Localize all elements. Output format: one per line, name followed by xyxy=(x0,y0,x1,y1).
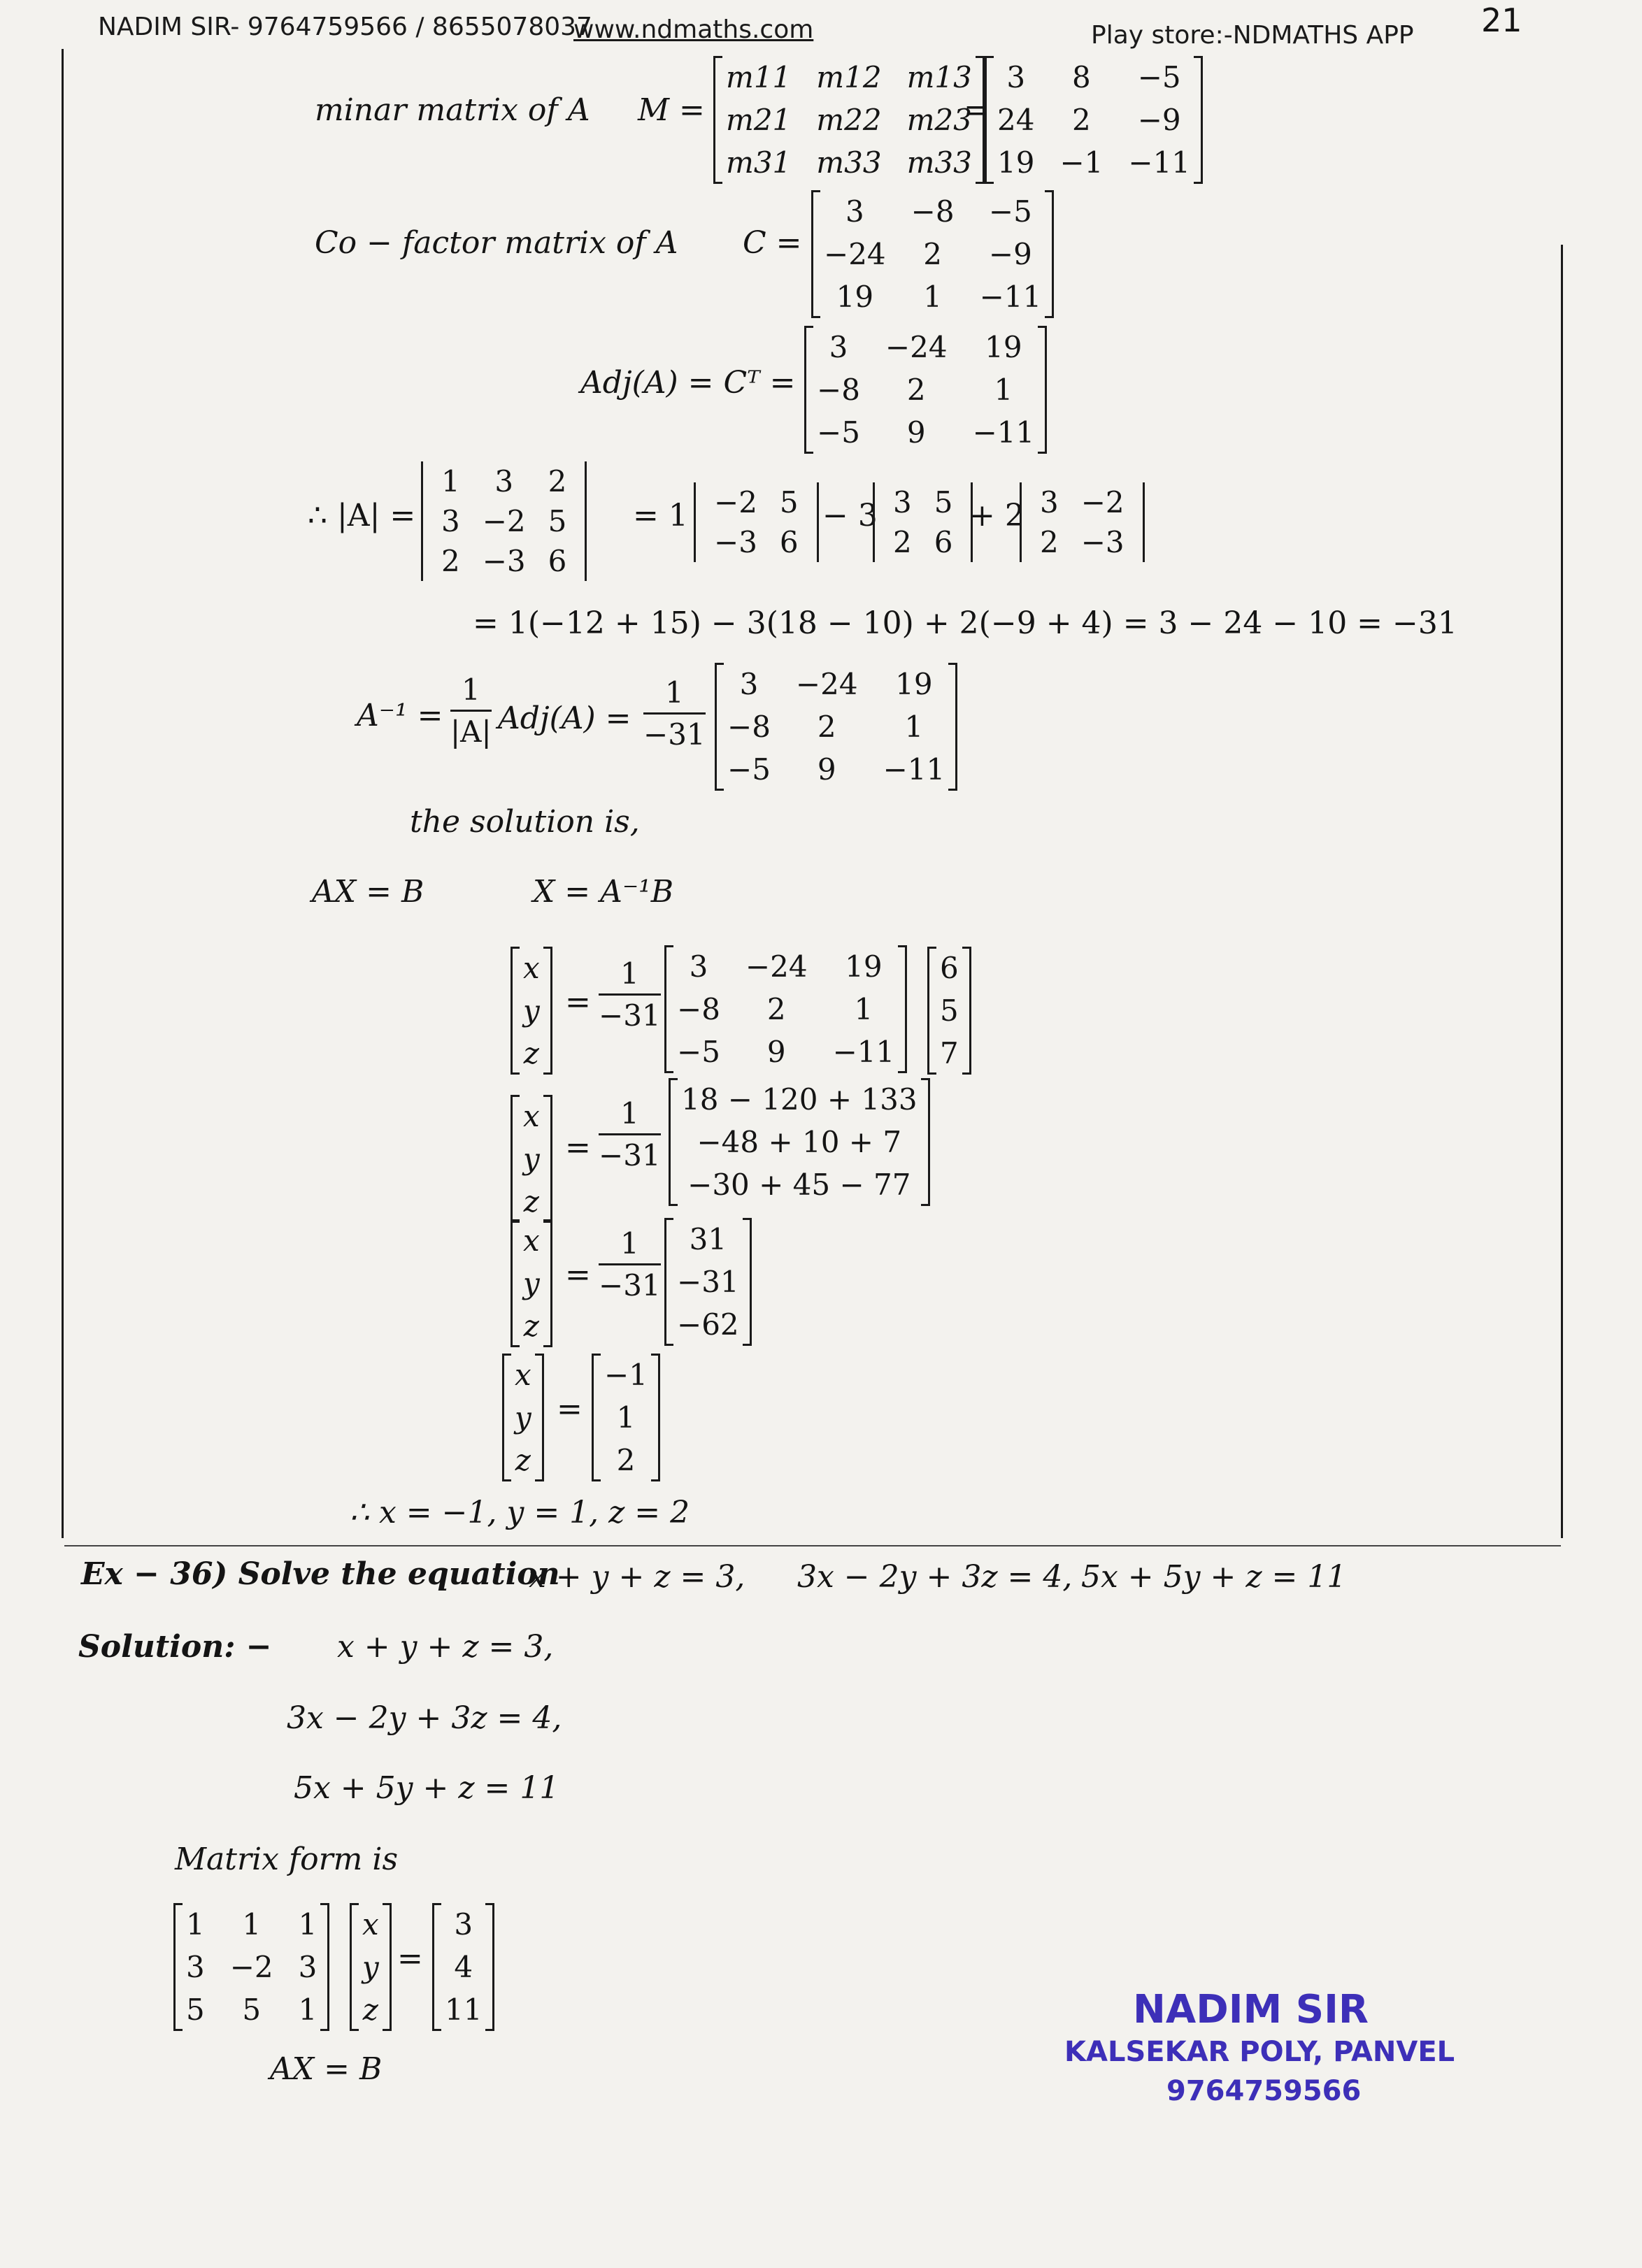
left-bracket xyxy=(664,945,673,1073)
matrix-cell: 1 xyxy=(298,1907,317,1942)
step3-frac: $\frac{1}{-31}$ xyxy=(599,1226,661,1302)
header-website: www.ndmaths.com xyxy=(573,15,814,44)
matrix-cell: 1 xyxy=(994,373,1013,407)
step2-frac: $\frac{1}{-31}$ xyxy=(599,1096,661,1172)
matrix-cell: y xyxy=(523,993,540,1028)
matrix-form-eq: = xyxy=(397,1941,423,1976)
matrix-cell: 1 xyxy=(904,710,924,744)
det-matrix xyxy=(421,461,587,581)
right-bracket xyxy=(1045,190,1054,318)
minor-symbol: M = xyxy=(638,92,705,128)
det-cell: −3 xyxy=(714,525,757,559)
header-contact: NADIM SIR- 9764759566 / 8655078037 xyxy=(98,13,592,41)
det-cell: 5 xyxy=(934,485,953,519)
left-frame-line xyxy=(62,49,64,1538)
det-minor-1 xyxy=(694,482,819,562)
ex36-eq2: 3x − 2y + 3z = 4, xyxy=(797,1559,1073,1595)
matrix-cell: m23 xyxy=(906,103,972,137)
right-bracket xyxy=(651,1354,660,1481)
left-bracket xyxy=(664,1218,673,1346)
matrix-cell: −11 xyxy=(832,1035,895,1069)
matrix-cell: m21 xyxy=(726,103,792,137)
right-bracket xyxy=(948,663,957,791)
right-bracket xyxy=(921,1078,930,1206)
inverse-mid: Adj(A) = xyxy=(498,701,631,736)
right-bracket xyxy=(743,1218,752,1346)
right-bracket xyxy=(485,1903,494,2031)
solution-label: Solution: − xyxy=(78,1629,272,1665)
matrix-cell: 3 xyxy=(454,1907,473,1942)
minor-equals: = xyxy=(964,92,990,128)
matrix-cell: −11 xyxy=(979,280,1042,314)
matrix-cell: 3 xyxy=(1006,60,1026,94)
matrix-cell: −9 xyxy=(988,237,1032,271)
matrix-cell: z xyxy=(523,1309,539,1343)
matrix-cell: 2 xyxy=(817,710,836,744)
matrix-cell: −2 xyxy=(229,1950,273,1984)
left-bracket xyxy=(592,1354,601,1481)
matrix-cell: y xyxy=(523,1266,540,1300)
stamp-phone: 9764759566 xyxy=(1166,2075,1362,2107)
matrix-cell: 1 xyxy=(616,1400,636,1435)
matrix-cell: x xyxy=(523,1099,540,1133)
eq-x-ainv-b: X = A⁻¹B xyxy=(533,874,674,910)
matrix-cell: 2 xyxy=(616,1443,636,1477)
det-cell: 5 xyxy=(548,504,567,538)
det-cell: 2 xyxy=(441,544,460,578)
matrix-cell: x xyxy=(362,1907,379,1942)
matrix-cell: 8 xyxy=(1072,60,1091,94)
constants-vector xyxy=(432,1903,494,2031)
det-cell: 2 xyxy=(893,525,912,559)
det-prefix: ∴ |A| = xyxy=(308,498,416,533)
matrix-cell: 9 xyxy=(906,415,926,450)
matrix-cell: 7 xyxy=(940,1036,959,1070)
right-bracket xyxy=(543,1095,552,1223)
cofactor-symbol: C = xyxy=(743,225,802,261)
matrix-form-label: Matrix form is xyxy=(175,1842,399,1877)
left-bracket xyxy=(432,1903,441,2031)
step3-eq: = xyxy=(565,1257,591,1293)
det-result-line: = 1(−12 + 15) − 3(18 − 10) + 2(−9 + 4) = 3 − 24 − 10 = −31 xyxy=(473,605,1457,641)
right-bracket xyxy=(543,1219,552,1347)
matrix-cell: 3 xyxy=(298,1950,317,1984)
final-answer: ∴ x = −1, y = 1, z = 2 xyxy=(350,1495,690,1530)
section-divider xyxy=(64,1545,1561,1546)
det-cell: −2 xyxy=(1080,485,1125,519)
matrix-cell: −11 xyxy=(972,415,1035,450)
matrix-cell: 3 xyxy=(845,194,864,229)
page-number: 21 xyxy=(1481,1,1522,39)
matrix-cell: −5 xyxy=(817,415,860,450)
minor-label: minar matrix of A xyxy=(315,92,590,128)
matrix-cell: y xyxy=(523,1142,540,1176)
matrix-cell: −5 xyxy=(677,1035,720,1069)
left-bracket xyxy=(927,947,936,1075)
det-cell: 6 xyxy=(779,525,799,559)
unknowns-vector xyxy=(350,1903,392,2031)
matrix-cell: −24 xyxy=(795,667,858,701)
right-bracket xyxy=(1194,56,1203,184)
matrix-cell: m31 xyxy=(726,145,792,180)
matrix-cell: −31 xyxy=(677,1265,739,1299)
adjoint-matrix xyxy=(804,326,1047,454)
left-bracket xyxy=(350,1903,359,2031)
det-cell: −3 xyxy=(1080,525,1125,559)
matrix-cell: 2 xyxy=(1072,103,1091,137)
matrix-cell: 3 xyxy=(829,330,848,364)
step2-matrix xyxy=(669,1078,930,1206)
right-bracket xyxy=(898,945,907,1073)
inverse-lhs: A⁻¹ = xyxy=(357,698,443,733)
matrix-cell: −11 xyxy=(883,752,945,787)
matrix-cell: −8 xyxy=(727,710,771,744)
matrix-cell: 1 xyxy=(186,1907,205,1942)
matrix-cell: 1 xyxy=(298,1993,317,2027)
det-cell: −3 xyxy=(482,544,526,578)
matrix-cell: −5 xyxy=(988,194,1032,229)
matrix-cell: m33 xyxy=(906,145,972,180)
matrix-cell: 19 xyxy=(997,145,1035,180)
cofactor-matrix xyxy=(811,190,1054,318)
matrix-cell: −8 xyxy=(817,373,860,407)
matrix-cell: 11 xyxy=(445,1993,483,2027)
solution-line2: 3x − 2y + 3z = 4, xyxy=(287,1700,562,1736)
ex36-eq1: x + y + z = 3, xyxy=(529,1559,745,1595)
matrix-cell: −11 xyxy=(1128,145,1191,180)
matrix-cell: −24 xyxy=(824,237,886,271)
matrix-cell: −5 xyxy=(1137,60,1181,94)
ex36-title: Ex − 36) Solve the equation xyxy=(81,1556,560,1592)
right-bracket xyxy=(320,1903,329,2031)
matrix-cell: m12 xyxy=(816,60,882,94)
ax-b-label: AX = B xyxy=(270,2051,383,2087)
left-bracket xyxy=(511,1219,520,1347)
matrix-cell: −62 xyxy=(677,1307,739,1342)
matrix-cell: −1 xyxy=(1059,145,1104,180)
matrix-cell: 5 xyxy=(186,1993,205,2027)
minor-symbolic-matrix xyxy=(713,56,985,184)
matrix-cell: −48 + 10 + 7 xyxy=(697,1125,902,1159)
left-bracket xyxy=(985,56,994,184)
step3-matrix xyxy=(664,1218,752,1346)
matrix-cell: −8 xyxy=(911,194,955,229)
eq-ax-b: AX = B xyxy=(312,874,424,910)
right-frame-line xyxy=(1561,245,1563,1538)
matrix-cell: 19 xyxy=(895,667,933,701)
det-cell: 2 xyxy=(548,464,567,498)
matrix-cell: 3 xyxy=(186,1950,205,1984)
left-bracket xyxy=(511,1095,520,1223)
solution-intro: the solution is, xyxy=(410,804,640,840)
matrix-cell: m22 xyxy=(816,103,882,137)
matrix-cell: 4 xyxy=(454,1950,473,1984)
left-bracket xyxy=(669,1078,678,1206)
det-cell: 3 xyxy=(1040,485,1059,519)
det-cell: 3 xyxy=(441,504,460,538)
inverse-frac-1: $\frac{1}{|A|}$ xyxy=(450,673,492,749)
header-playstore: Play store:-NDMATHS APP xyxy=(1091,21,1414,50)
adjoint-label: Adj(A) = Cᵀ = xyxy=(580,365,796,401)
det-op2: − 3 xyxy=(822,498,878,533)
left-bracket xyxy=(713,56,722,184)
matrix-cell: 24 xyxy=(997,103,1035,137)
matrix-cell: −9 xyxy=(1137,103,1181,137)
matrix-cell: x xyxy=(523,951,540,985)
det-cell: 6 xyxy=(934,525,953,559)
vars-vector-4 xyxy=(502,1354,544,1481)
matrix-cell: 1 xyxy=(242,1907,262,1942)
matrix-cell: −24 xyxy=(745,949,808,984)
matrix-cell: 2 xyxy=(906,373,926,407)
right-bracket xyxy=(535,1354,544,1481)
det-op3: + 2 xyxy=(969,498,1025,533)
step1-frac: $\frac{1}{-31}$ xyxy=(599,956,661,1033)
right-bracket xyxy=(383,1903,392,2031)
det-cell: −2 xyxy=(482,504,526,538)
right-bracket xyxy=(543,947,552,1075)
det-minor-2 xyxy=(873,482,973,562)
left-bracket xyxy=(173,1903,183,2031)
matrix-cell: 1 xyxy=(854,992,873,1026)
matrix-cell: m13 xyxy=(906,60,972,94)
matrix-cell: 31 xyxy=(689,1222,727,1256)
left-bracket xyxy=(804,326,813,454)
matrix-cell: 19 xyxy=(985,330,1022,364)
stamp-college: KALSEKAR POLY, PANVEL xyxy=(1064,2036,1455,2068)
det-minor-3 xyxy=(1020,482,1145,562)
matrix-cell: z xyxy=(523,1036,539,1070)
det-cell: 5 xyxy=(779,485,799,519)
cofactor-label: Co − factor matrix of A xyxy=(315,225,678,261)
left-bracket xyxy=(511,947,520,1075)
matrix-cell: 9 xyxy=(766,1035,786,1069)
matrix-cell: 6 xyxy=(940,951,959,985)
vars-vector-1 xyxy=(511,947,552,1075)
solution-line3: 5x + 5y + z = 11 xyxy=(294,1770,559,1806)
matrix-cell: z xyxy=(515,1443,531,1477)
matrix-cell: y xyxy=(362,1950,379,1984)
matrix-cell: −30 + 45 − 77 xyxy=(687,1168,911,1202)
det-cell: 3 xyxy=(494,464,514,498)
matrix-cell: 18 − 120 + 133 xyxy=(681,1082,918,1117)
det-eq1: = 1 xyxy=(633,498,688,533)
minor-value-matrix xyxy=(985,56,1203,184)
matrix-cell: −5 xyxy=(727,752,771,787)
matrix-cell: 3 xyxy=(739,667,759,701)
matrix-cell: 3 xyxy=(689,949,708,984)
det-cell: 1 xyxy=(441,464,460,498)
matrix-cell: 1 xyxy=(923,280,942,314)
left-bracket xyxy=(715,663,724,791)
left-bracket xyxy=(502,1354,511,1481)
right-bracket xyxy=(962,947,971,1075)
step4-eq: = xyxy=(557,1391,583,1427)
matrix-cell: 19 xyxy=(836,280,874,314)
vars-vector-3 xyxy=(511,1219,552,1347)
det-cell: 2 xyxy=(1040,525,1059,559)
left-bracket xyxy=(811,190,820,318)
stamp-name: NADIM SIR xyxy=(1133,1987,1369,2032)
det-cell: 3 xyxy=(893,485,912,519)
matrix-cell: x xyxy=(515,1358,531,1392)
matrix-cell: 2 xyxy=(766,992,786,1026)
vars-vector-2 xyxy=(511,1095,552,1223)
step4-matrix xyxy=(592,1354,660,1481)
matrix-cell: y xyxy=(515,1400,531,1435)
matrix-cell: −8 xyxy=(677,992,720,1026)
det-cell: −2 xyxy=(714,485,757,519)
inverse-matrix xyxy=(715,663,957,791)
matrix-cell: x xyxy=(523,1223,540,1258)
matrix-cell: −24 xyxy=(885,330,948,364)
matrix-cell: 2 xyxy=(923,237,942,271)
right-bracket xyxy=(1038,326,1047,454)
step2-eq: = xyxy=(565,1130,591,1165)
inverse-frac-2: $\frac{1}{-31}$ xyxy=(643,675,706,752)
matrix-cell: 9 xyxy=(817,752,836,787)
det-cell: 6 xyxy=(548,544,567,578)
matrix-cell: z xyxy=(362,1993,378,2027)
step1-b-vector xyxy=(927,947,971,1075)
coefficient-matrix xyxy=(173,1903,329,2031)
ex36-eq3: 5x + 5y + z = 11 xyxy=(1081,1559,1347,1595)
matrix-cell: −1 xyxy=(604,1358,648,1392)
step1-matrix xyxy=(664,945,907,1073)
matrix-cell: 5 xyxy=(940,993,959,1028)
matrix-cell: m33 xyxy=(816,145,882,180)
matrix-cell: m11 xyxy=(726,60,792,94)
step1-eq: = xyxy=(565,984,591,1020)
solution-line1: x + y + z = 3, xyxy=(337,1629,554,1665)
matrix-cell: z xyxy=(523,1184,539,1219)
matrix-cell: 5 xyxy=(242,1993,262,2027)
matrix-cell: 19 xyxy=(845,949,883,984)
